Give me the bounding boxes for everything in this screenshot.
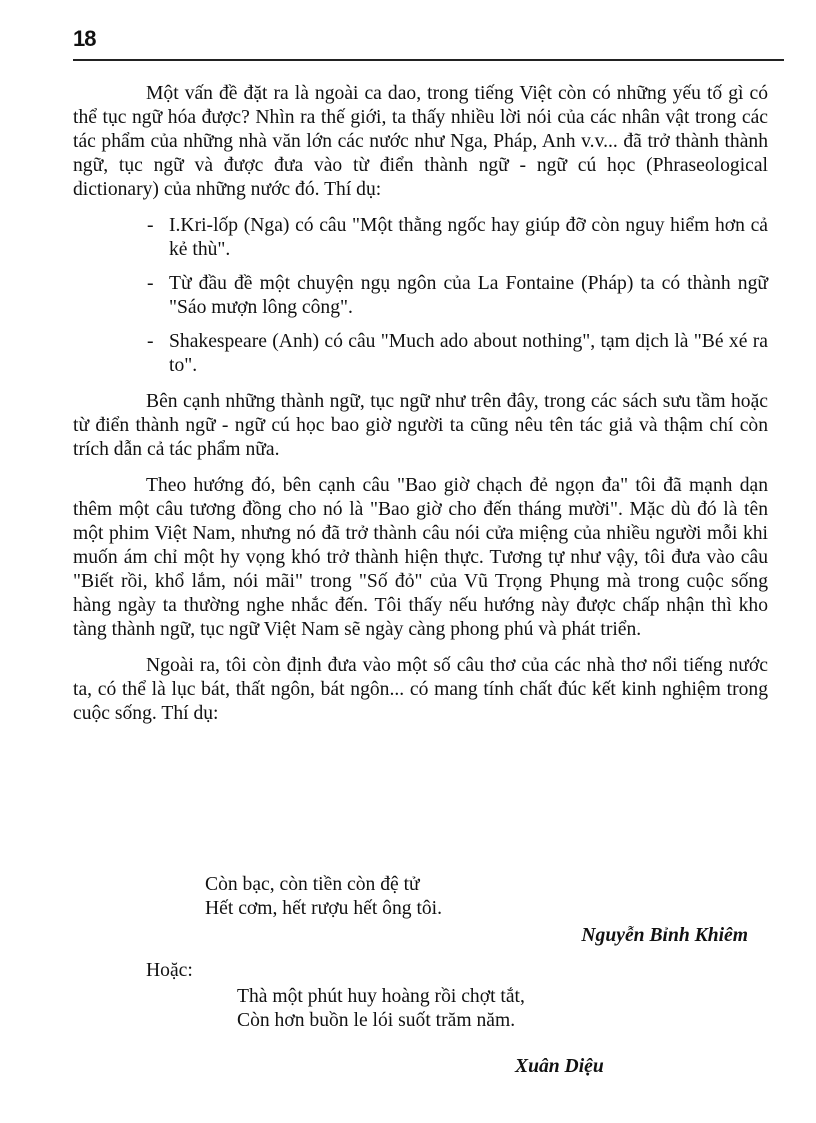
paragraph-poems: Ngoài ra, tôi còn định đưa vào một số câu thơ của các nhà thơ nổi tiếng nước ta, có thể là lục bát, thất ngôn, bát ngôn... có mang tính chất đúc kết kinh nghiệm trong cuộc sống. Thí dụ: (73, 655, 768, 724)
example-list (73, 214, 768, 378)
poem-line: Hết cơm, hết rượu hết ông tôi. (205, 898, 443, 919)
list-dash: - (147, 331, 154, 352)
example-item (73, 214, 768, 262)
header-rule (73, 59, 784, 61)
poem-block-2 (73, 985, 768, 1079)
example-text: Từ đầu đề một chuyện ngụ ngôn của La Fontaine (Pháp) ta có thành ngữ "Sáo mượn lông công". (169, 273, 768, 318)
paragraph-direction: Theo hướng đó, bên cạnh câu "Bao giờ chạch đẻ ngọn đa" tôi đã mạnh dạn thêm một câu tương đồng cho nó là "Bao giờ cho đến tháng mười". Mặc dù đó là tên một phim Việt Nam, nhưng nó đã trở thành câu nói cửa miệng của nhiều người mỗi khi muốn ám chỉ một hy vọng khó trở thành hiện thực. Tương tự như vậy, tôi đưa vào câu "Biết rồi, khổ lắm, nói mãi" trong "Số đỏ" của Vũ Trọng Phụng mà trong cuộc sống hàng ngày ta thường nghe nhắc đến. Tôi thấy nếu hướng này được chấp nhận thì kho tàng thành ngữ, tục ngữ Việt Nam sẽ ngày càng phong phú và phát triển. (73, 475, 768, 640)
paragraph-sources: Bên cạnh những thành ngữ, tục ngữ như trên đây, trong các sách sưu tầm hoặc từ điển thành ngữ - ngữ cú học bao giờ người ta cũng nêu tên tác giả và thậm chí còn trích dẫn cả tác phẩm nữa. (73, 391, 768, 460)
example-text: I.Kri-lốp (Nga) có câu "Một thằng ngốc hay giúp đỡ còn nguy hiểm hơn cả kẻ thù". (169, 215, 768, 260)
list-dash: - (147, 215, 154, 236)
poem-line: Thà một phút huy hoàng rồi chợt tắt, (237, 986, 525, 1007)
paragraph-intro: Một vấn đề đặt ra là ngoài ca dao, trong tiếng Việt còn có những yếu tố gì có thể tục ngữ hóa được? Nhìn ra thế giới, ta thấy nhiều lời nói của các nhân vật trong các tác phẩm của những nhà văn lớn các nước như Nga, Pháp, Anh v.v... đã trở thành thành ngữ, tục ngữ và được đưa vào từ điển thành ngữ - ngữ cú học (Phraseological dictionary) của những nước đó. Thí dụ: (73, 83, 768, 200)
poem-line: Còn hơn buồn le lói suốt trăm năm. (237, 1010, 516, 1031)
poem-author: Xuân Diệu (515, 1056, 604, 1077)
poem-block-1 (73, 873, 768, 948)
connector-text: Hoặc: (146, 960, 193, 981)
poem-line: Còn bạc, còn tiền còn đệ tử (205, 874, 420, 895)
body-text (73, 82, 768, 738)
page-number: 18 (73, 26, 96, 51)
poem-author: Nguyễn Bỉnh Khiêm (581, 925, 748, 946)
example-item (73, 330, 768, 378)
example-text: Shakespeare (Anh) có câu "Much ado about nothing", tạm dịch là "Bé xé ra to". (169, 331, 768, 376)
list-dash: - (147, 273, 154, 294)
example-item (73, 272, 768, 320)
